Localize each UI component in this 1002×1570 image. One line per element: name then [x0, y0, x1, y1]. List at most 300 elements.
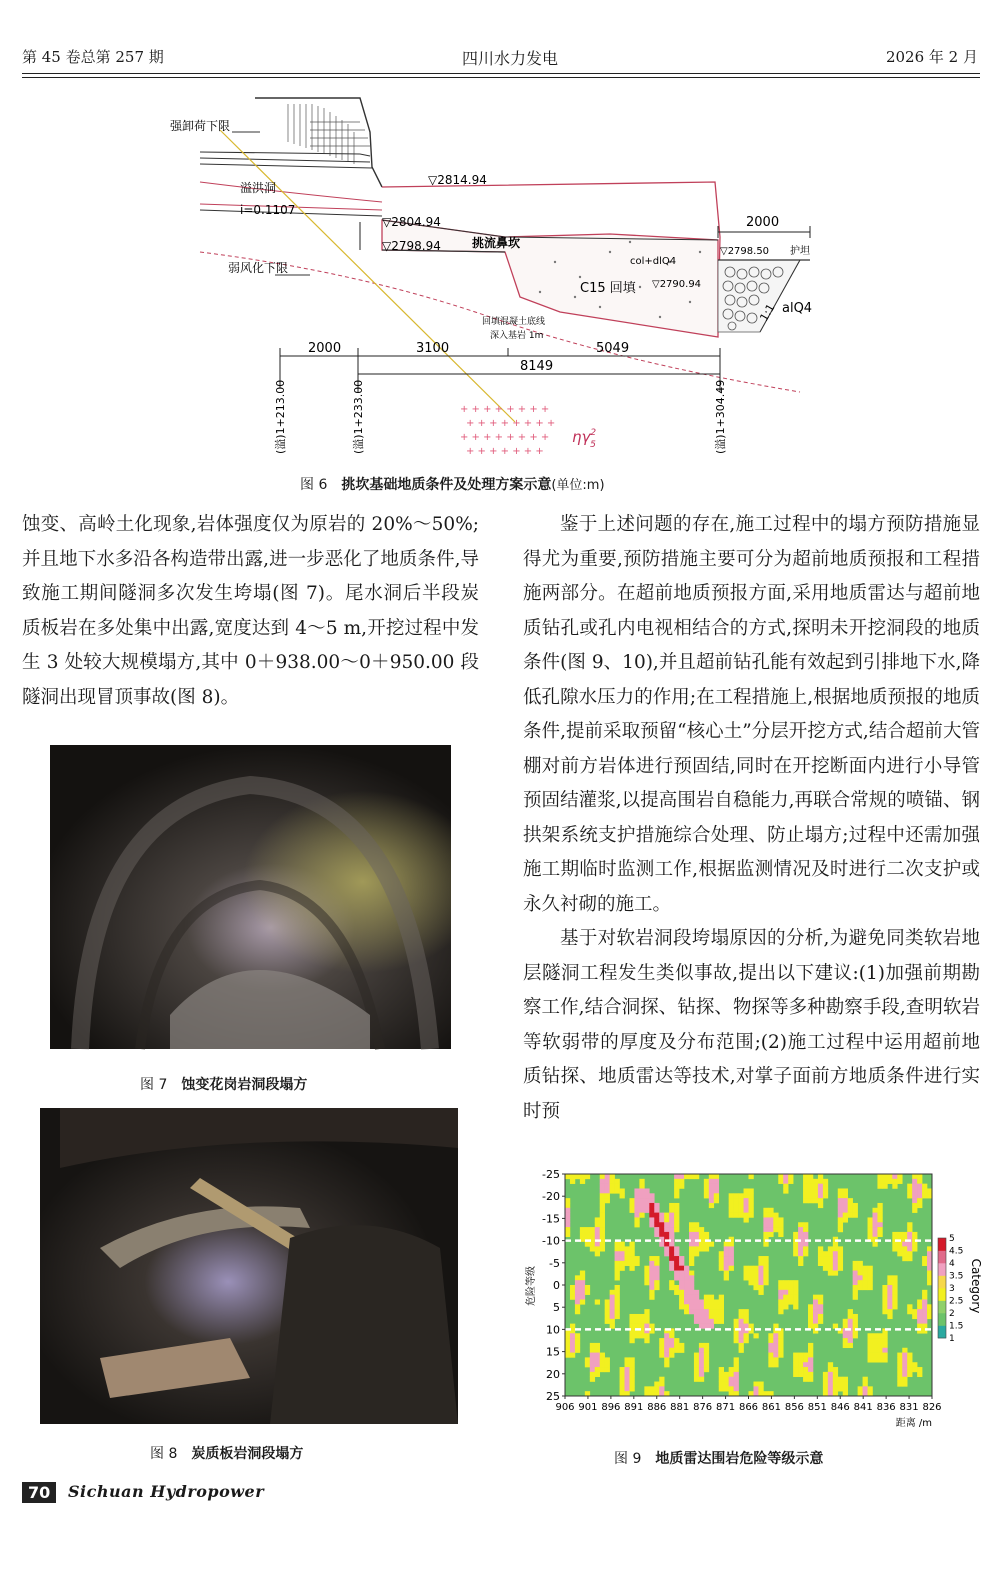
heatmap-cell	[917, 1299, 922, 1304]
heatmap-cell	[714, 1188, 719, 1193]
heatmap-cell	[778, 1304, 783, 1309]
heatmap-cell	[704, 1309, 709, 1314]
heatmap-cell	[892, 1179, 897, 1184]
right-paragraph-2: 基于对软岩洞段垮塌原因的分析,为避免同类软岩地层隧洞工程发生类似事故,提出以下建议:(1)加强前期勘察工作,结合洞探、钻探、物探等多种勘察手段,查明软岩等软弱带的厚度及分布范围;(2)施工过程中运用超前地质钻探、地质雷达等技术,对掌子面前方地质条件进行实时预	[523, 928, 980, 1122]
svg-text:+ + + + + + + +: + + + + + + + +	[460, 432, 550, 443]
heatmap-cell	[808, 1174, 813, 1179]
heatmap-cell	[813, 1193, 818, 1198]
heatmap-cell	[694, 1377, 699, 1382]
heatmap-cell	[719, 1295, 724, 1300]
label-el-2790: ▽2790.94	[652, 279, 702, 290]
heatmap-cell	[739, 1343, 744, 1348]
heatmap-cell	[868, 1217, 873, 1222]
heatmap-cell	[877, 1203, 882, 1208]
heatmap-cell	[684, 1280, 689, 1285]
heatmap-cell	[719, 1382, 724, 1387]
heatmap-cell	[892, 1246, 897, 1251]
label-dim-5049: 5049	[596, 341, 630, 356]
heatmap-cell	[907, 1242, 912, 1247]
heatmap-cell	[813, 1314, 818, 1319]
heatmap-cell	[590, 1367, 595, 1372]
heatmap-cell	[902, 1367, 907, 1372]
heatmap-cell	[798, 1353, 803, 1358]
heatmap-cell	[892, 1242, 897, 1247]
heatmap-cell	[907, 1193, 912, 1198]
heatmap-cell	[724, 1377, 729, 1382]
heatmap-cell	[699, 1242, 704, 1247]
heatmap-cell	[694, 1357, 699, 1362]
heatmap-cell	[912, 1193, 917, 1198]
heatmap-cell	[669, 1222, 674, 1227]
heatmap-cell	[818, 1319, 823, 1324]
heatmap-cell	[694, 1353, 699, 1358]
heatmap-cell	[724, 1372, 729, 1377]
heatmap-cell	[744, 1309, 749, 1314]
heatmap-cell	[828, 1251, 833, 1256]
heatmap-cell	[565, 1217, 570, 1222]
heatmap-cell	[808, 1314, 813, 1319]
heatmap-cell	[669, 1353, 674, 1358]
heatmap-cell	[649, 1208, 654, 1213]
heatmap-cell	[615, 1299, 620, 1304]
heatmap-cell	[848, 1198, 853, 1203]
heatmap-cell	[565, 1338, 570, 1343]
heatmap-cell	[778, 1333, 783, 1338]
heatmap-cell	[902, 1357, 907, 1362]
heatmap-cell	[644, 1280, 649, 1285]
heatmap-cell	[714, 1304, 719, 1309]
heatmap-cell	[917, 1314, 922, 1319]
heatmap-cell	[872, 1357, 877, 1362]
footer-journal: Sichuan Hydropower	[68, 1482, 265, 1501]
heatmap-cell	[634, 1217, 639, 1222]
heatmap-cell	[863, 1275, 868, 1280]
heatmap-cell	[590, 1353, 595, 1358]
heatmap-cell	[669, 1242, 674, 1247]
heatmap-cell	[858, 1285, 863, 1290]
heatmap-cell	[734, 1324, 739, 1329]
heatmap-cell	[744, 1193, 749, 1198]
heatmap-cell	[734, 1357, 739, 1362]
heatmap-cell	[575, 1304, 580, 1309]
heatmap-cell	[639, 1193, 644, 1198]
heatmap-cell	[798, 1372, 803, 1377]
heatmap-cell	[719, 1304, 724, 1309]
heatmap-cell	[808, 1188, 813, 1193]
y-tick-label: 25	[546, 1390, 560, 1403]
heatmap-cell	[674, 1275, 679, 1280]
heatmap-cell	[734, 1372, 739, 1377]
heatmap-cell	[575, 1333, 580, 1338]
colorbar	[938, 1234, 963, 1344]
heatmap-cell	[823, 1188, 828, 1193]
heatmap-cell	[610, 1299, 615, 1304]
heatmap-cell	[590, 1242, 595, 1247]
heatmap-cell	[808, 1304, 813, 1309]
heatmap-cell	[595, 1357, 600, 1362]
unload-lines	[200, 152, 372, 168]
heatmap-cell	[664, 1353, 669, 1358]
heatmap-cell	[734, 1338, 739, 1343]
heatmap-cell	[704, 1188, 709, 1193]
figure-6-diagram	[160, 92, 820, 462]
heatmap-cell	[694, 1372, 699, 1377]
heatmap-cell	[853, 1213, 858, 1218]
heatmap-cell	[634, 1261, 639, 1266]
heatmap-cell	[853, 1203, 858, 1208]
label-weak-weather: 弱风化下限	[228, 261, 289, 275]
heatmap-cell	[778, 1348, 783, 1353]
heatmap-cell	[828, 1382, 833, 1387]
heatmap-cell	[724, 1266, 729, 1271]
heatmap-cell	[744, 1203, 749, 1208]
heatmap-cell	[605, 1314, 610, 1319]
heatmap-cell	[858, 1275, 863, 1280]
heatmap-cell	[729, 1256, 734, 1261]
heatmap-cell	[615, 1256, 620, 1261]
heatmap-cell	[912, 1208, 917, 1213]
heatmap-cell	[892, 1299, 897, 1304]
heatmap-cell	[892, 1285, 897, 1290]
heatmap-cell	[674, 1193, 679, 1198]
y-tick-label: -10	[542, 1234, 560, 1248]
heatmap-cell	[600, 1198, 605, 1203]
heatmap-cell	[753, 1386, 758, 1391]
heatmap-cell	[758, 1256, 763, 1261]
heatmap-cell	[788, 1295, 793, 1300]
heatmap-cell	[600, 1227, 605, 1232]
heatmap-cell	[590, 1372, 595, 1377]
heatmap-cell	[704, 1367, 709, 1372]
heatmap-cell	[654, 1285, 659, 1290]
heatmap-cell	[897, 1353, 902, 1358]
heatmap-cell	[699, 1314, 704, 1319]
heatmap-cell	[853, 1295, 858, 1300]
heatmap-cell	[813, 1179, 818, 1184]
heatmap-cell	[833, 1271, 838, 1276]
heatmap-cell	[689, 1227, 694, 1232]
heatmap-cell	[907, 1184, 912, 1189]
heatmap-cell	[863, 1266, 868, 1271]
heatmap-cell	[848, 1203, 853, 1208]
heatmap-cell	[580, 1227, 585, 1232]
heatmap-cell	[917, 1309, 922, 1314]
heatmap-cell	[580, 1275, 585, 1280]
heatmap-cell	[734, 1198, 739, 1203]
heatmap-cell	[669, 1343, 674, 1348]
heatmap-cell	[600, 1246, 605, 1251]
heatmap-cell	[922, 1319, 927, 1324]
heatmap-cell	[704, 1299, 709, 1304]
heatmap-cell	[907, 1372, 912, 1377]
heatmap-cell	[818, 1246, 823, 1251]
heatmap-cell	[565, 1343, 570, 1348]
heatmap-cell	[674, 1203, 679, 1208]
heatmap-cell	[709, 1295, 714, 1300]
heatmap-cell	[763, 1242, 768, 1247]
heatmap-cell	[629, 1242, 634, 1247]
heatmap-cell	[843, 1319, 848, 1324]
heatmap-cell	[758, 1266, 763, 1271]
heatmap-cell	[863, 1280, 868, 1285]
heatmap-cell	[644, 1271, 649, 1276]
heatmap-cell	[897, 1246, 902, 1251]
heatmap-cell	[758, 1285, 763, 1290]
heatmap-cell	[664, 1357, 669, 1362]
heatmap-cell	[753, 1266, 758, 1271]
heatmap-cell	[843, 1213, 848, 1218]
heatmap-cell	[833, 1242, 838, 1247]
heatmap-cell	[868, 1386, 873, 1391]
heatmap-cell	[907, 1309, 912, 1314]
heatmap-cell	[674, 1290, 679, 1295]
heatmap-cell	[684, 1285, 689, 1290]
heatmap-cell	[853, 1314, 858, 1319]
heatmap-cell	[724, 1246, 729, 1251]
heatmap-cell	[724, 1261, 729, 1266]
heatmap-cell	[917, 1304, 922, 1309]
heatmap-cell	[694, 1367, 699, 1372]
heatmap-cell	[808, 1372, 813, 1377]
riprap	[718, 260, 800, 332]
heatmap-cell	[793, 1295, 798, 1300]
heatmap-cell	[605, 1362, 610, 1367]
heatmap-cell	[629, 1314, 634, 1319]
heatmap-cell	[729, 1382, 734, 1387]
heatmap-cell	[803, 1367, 808, 1372]
heatmap-cell	[773, 1213, 778, 1218]
heatmap-cell	[664, 1348, 669, 1353]
heatmap-cell	[610, 1174, 615, 1179]
heatmap-cell	[724, 1271, 729, 1276]
heatmap-cell	[877, 1348, 882, 1353]
heatmap-cell	[887, 1309, 892, 1314]
heatmap-cell	[709, 1203, 714, 1208]
heatmap-cell	[798, 1251, 803, 1256]
heatmap-cell	[833, 1372, 838, 1377]
heatmap-cell	[739, 1314, 744, 1319]
heatmap-cell	[570, 1343, 575, 1348]
heatmap-cell	[758, 1382, 763, 1387]
y-tick-label: 0	[553, 1279, 560, 1292]
heatmap-cell	[778, 1227, 783, 1232]
heatmap-cell	[897, 1367, 902, 1372]
heatmap-cell	[833, 1377, 838, 1382]
heatmap-cell	[739, 1319, 744, 1324]
label-dim-3100: 3100	[416, 341, 450, 356]
heatmap-cell	[605, 1299, 610, 1304]
heatmap-cell	[659, 1217, 664, 1222]
heatmap-cell	[793, 1367, 798, 1372]
x-tick-label: 841	[853, 1402, 873, 1413]
heatmap-cell	[768, 1222, 773, 1227]
y-tick-label: 10	[546, 1323, 560, 1337]
heatmap-cell	[699, 1309, 704, 1314]
heatmap-cell	[664, 1246, 669, 1251]
heatmap-cell	[654, 1382, 659, 1387]
heatmap-cell	[595, 1299, 600, 1304]
heatmap-cell	[644, 1333, 649, 1338]
heatmap-cell	[892, 1232, 897, 1237]
heatmap-cell	[679, 1290, 684, 1295]
heatmap-cell	[749, 1174, 754, 1179]
heatmap-plot	[565, 1174, 932, 1396]
heatmap-cell	[887, 1275, 892, 1280]
heatmap-cell	[868, 1227, 873, 1232]
heatmap-cell	[877, 1208, 882, 1213]
heatmap-cell	[719, 1299, 724, 1304]
heatmap-cell	[872, 1217, 877, 1222]
heatmap-cell	[848, 1208, 853, 1213]
heatmap-cell	[674, 1271, 679, 1276]
heatmap-cell	[620, 1242, 625, 1247]
heatmap-cell	[570, 1285, 575, 1290]
heatmap-cell	[838, 1246, 843, 1251]
heatmap-cell	[808, 1357, 813, 1362]
heatmap-cell	[580, 1290, 585, 1295]
heatmap-cell	[664, 1242, 669, 1247]
heatmap-cell	[605, 1319, 610, 1324]
figure-7-number: 图 7	[140, 1077, 168, 1093]
heatmap-cell	[580, 1295, 585, 1300]
heatmap-cell	[793, 1353, 798, 1358]
heatmap-cell	[600, 1357, 605, 1362]
heatmap-cell	[714, 1174, 719, 1179]
label-flip-bucket: 挑流鼻坎	[472, 236, 521, 250]
heatmap-cell	[887, 1285, 892, 1290]
heatmap-cell	[714, 1309, 719, 1314]
label-c15: C15 回填	[580, 281, 636, 296]
heatmap-cell	[585, 1362, 590, 1367]
heatmap-cell	[684, 1266, 689, 1271]
header-issue: 第 45 卷总第 257 期	[22, 48, 164, 66]
heatmap-cell	[788, 1280, 793, 1285]
heatmap-cell	[912, 1246, 917, 1251]
heatmap-cell	[649, 1222, 654, 1227]
heatmap-cell	[580, 1285, 585, 1290]
y-axis-label: 危险等级	[526, 1266, 537, 1306]
heatmap-cell	[734, 1382, 739, 1387]
heatmap-cell	[882, 1309, 887, 1314]
heatmap-cell	[798, 1246, 803, 1251]
heatmap-cell	[828, 1377, 833, 1382]
heatmap-cell	[907, 1256, 912, 1261]
heatmap-cell	[729, 1208, 734, 1213]
heatmap-cell	[868, 1333, 873, 1338]
heatmap-cell	[659, 1377, 664, 1382]
heatmap-cell	[654, 1217, 659, 1222]
heatmap-cell	[912, 1309, 917, 1314]
x-tick-label: 846	[830, 1402, 850, 1413]
heatmap-cell	[887, 1304, 892, 1309]
heatmap-cell	[843, 1193, 848, 1198]
heatmap-cell	[565, 1198, 570, 1203]
heatmap-cell	[615, 1275, 620, 1280]
heatmap-cell	[590, 1357, 595, 1362]
heatmap-cell	[615, 1246, 620, 1251]
heatmap-cell	[634, 1208, 639, 1213]
svg-text:+ + + + + + + +: + + + + + + + +	[460, 404, 550, 415]
heatmap-cell	[907, 1304, 912, 1309]
figure-6-title: 挑坎基础地质条件及处理方案示意	[341, 477, 552, 493]
heatmap-cell	[907, 1227, 912, 1232]
heatmap-cell	[803, 1188, 808, 1193]
heatmap-cell	[669, 1338, 674, 1343]
heatmap-cell	[744, 1217, 749, 1222]
heatmap-cell	[818, 1295, 823, 1300]
heatmap-cell	[600, 1174, 605, 1179]
heatmap-cell	[788, 1174, 793, 1179]
heatmap-cell	[644, 1193, 649, 1198]
heatmap-cell	[704, 1319, 709, 1324]
heatmap-cell	[634, 1333, 639, 1338]
heatmap-cell	[629, 1338, 634, 1343]
heatmap-cell	[694, 1251, 699, 1256]
x-tick-label: 896	[601, 1402, 621, 1413]
heatmap-cell	[749, 1193, 754, 1198]
heatmap-cell	[763, 1256, 768, 1261]
heatmap-cell	[808, 1324, 813, 1329]
heatmap-cell	[575, 1290, 580, 1295]
heatmap-cell	[714, 1184, 719, 1189]
heatmap-cell	[709, 1198, 714, 1203]
heatmap-cell	[744, 1314, 749, 1319]
heatmap-cell	[917, 1174, 922, 1179]
heatmap-cell	[853, 1266, 858, 1271]
heatmap-cell	[719, 1314, 724, 1319]
heatmap-cell	[679, 1343, 684, 1348]
heatmap-cell	[858, 1271, 863, 1276]
heatmap-cell	[803, 1174, 808, 1179]
heatmap-cell	[734, 1333, 739, 1338]
heatmap-cell	[674, 1251, 679, 1256]
heatmap-cell	[739, 1208, 744, 1213]
heatmap-cell	[669, 1256, 674, 1261]
heatmap-cell	[739, 1338, 744, 1343]
heatmap-cell	[907, 1246, 912, 1251]
heatmap-cell	[887, 1174, 892, 1179]
x-tick-label: 871	[716, 1402, 736, 1413]
heatmap-cell	[709, 1314, 714, 1319]
heatmap-cell	[689, 1261, 694, 1266]
heatmap-cell	[639, 1333, 644, 1338]
heatmap-cell	[704, 1348, 709, 1353]
heatmap-cell	[763, 1275, 768, 1280]
heatmap-cell	[625, 1357, 630, 1362]
figure-9-chart	[520, 1168, 983, 1438]
heatmap-cell	[719, 1319, 724, 1324]
heatmap-cell	[734, 1203, 739, 1208]
heatmap-cell	[629, 1367, 634, 1372]
heatmap-cell	[773, 1343, 778, 1348]
heatmap-cell	[768, 1343, 773, 1348]
heatmap-cell	[882, 1174, 887, 1179]
heatmap-cell	[659, 1338, 664, 1343]
x-tick-label: 906	[555, 1402, 575, 1413]
heatmap-cell	[808, 1367, 813, 1372]
heatmap-cell	[907, 1367, 912, 1372]
heatmap-cell	[600, 1232, 605, 1237]
spillway-line	[200, 182, 382, 202]
heatmap-cell	[877, 1357, 882, 1362]
heatmap-cell	[763, 1222, 768, 1227]
heatmap-cell	[704, 1353, 709, 1358]
heatmap-cell	[863, 1386, 868, 1391]
heatmap-cell	[595, 1227, 600, 1232]
heatmap-cell	[734, 1193, 739, 1198]
heatmap-cell	[892, 1290, 897, 1295]
heatmap-cell	[778, 1222, 783, 1227]
